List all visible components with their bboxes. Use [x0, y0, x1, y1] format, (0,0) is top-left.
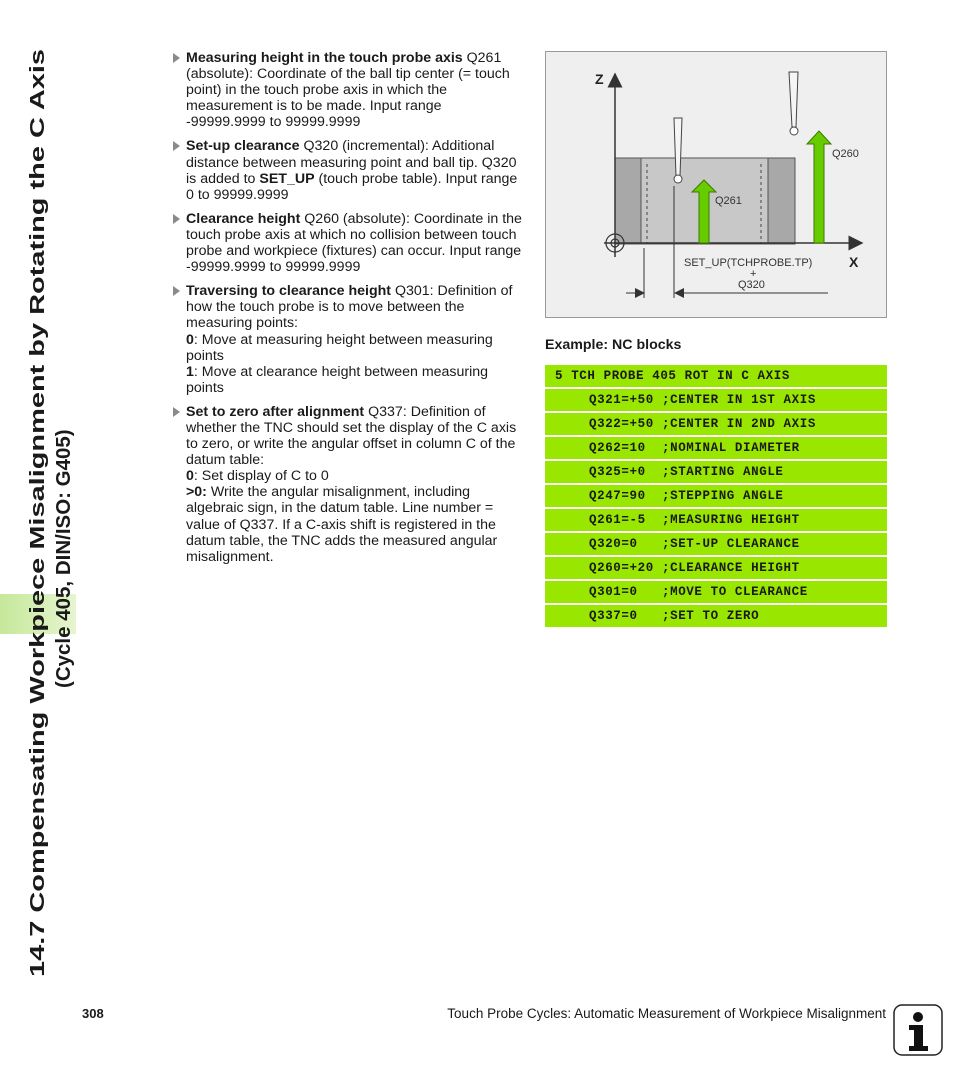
setup-label: SET_UP(TCHPROBE.TP) — [684, 257, 813, 269]
touch-probe-stylus — [674, 118, 682, 176]
param-q260 — [172, 211, 524, 275]
nc-row — [545, 437, 887, 459]
nc-comment: ;STARTING ANGLE — [662, 465, 784, 479]
nc-param: Q261=-5 — [589, 513, 646, 527]
nc-comment: ;NOMINAL DIAMETER — [662, 441, 800, 455]
nc-comment: ;STEPPING ANGLE — [662, 489, 784, 503]
nc-param: Q260=+20 — [589, 561, 654, 575]
nc-comment: ;CENTER IN 1ST AXIS — [662, 393, 816, 407]
param-text: Q260 (absolute): Coordinate in the touch probe axis at which no collision between touch probe and workpiece (fixtures) can occur. Input range -99999.9999 to 99999.9999 — [186, 210, 522, 276]
page-number: 308 — [82, 1006, 104, 1021]
param-text: Q320 (incremental): Additional distance between measuring point and ball tip. Q320 is added to — [186, 138, 517, 187]
q260-arrow — [807, 131, 831, 243]
footer-title: Touch Probe Cycles: Automatic Measurement of Workpiece Misalignment — [447, 1006, 886, 1021]
chapter-title-line2: (Cycle 405, DIN/ISO: G405) — [52, 429, 75, 688]
nc-row — [545, 509, 887, 531]
param-q301 — [172, 283, 524, 396]
workpiece-right-side — [768, 158, 795, 244]
parameter-list — [172, 50, 524, 573]
nc-row — [545, 413, 887, 435]
chapter-title — [0, 0, 80, 1000]
nc-comment: ;MEASURING HEIGHT — [662, 513, 800, 527]
nc-block-list — [545, 365, 887, 629]
bullet-arrow-icon — [173, 53, 180, 63]
nc-param: Q320=0 — [589, 537, 638, 551]
q320-label: Q320 — [738, 279, 765, 291]
probe-ball — [790, 127, 798, 135]
param-text: Q301: Definition of how the touch probe is to move between the measuring points: — [186, 283, 513, 332]
chapter-title-line1: 14.7 Compensating Workpiece Misalignment by Rotating the C Axis — [26, 319, 49, 977]
param-q261 — [172, 50, 524, 130]
param-title: Set-up clearance — [186, 138, 300, 155]
example-title: Example: NC blocks — [545, 337, 682, 353]
nc-row — [545, 581, 887, 603]
option-key: 0 — [186, 331, 194, 348]
option-text: : Move at clearance height between measuring points — [186, 363, 489, 396]
nc-param: Q321=+50 — [589, 393, 654, 407]
option-text: : Set display of C to 0 — [193, 468, 329, 485]
nc-param: Q322=+50 — [589, 417, 654, 431]
bullet-arrow-icon — [173, 141, 180, 151]
nc-comment: ;MOVE TO CLEARANCE — [662, 585, 808, 599]
q261-label: Q261 — [715, 195, 742, 207]
nc-param: Q325=+0 — [589, 465, 646, 479]
info-icon — [893, 1004, 943, 1056]
param-title: Set to zero after alignment — [186, 403, 365, 420]
nc-command: 5 TCH PROBE 405 ROT IN C AXIS — [555, 369, 790, 383]
nc-param: Q301=0 — [589, 585, 638, 599]
nc-param: Q262=10 — [589, 441, 646, 455]
bullet-arrow-icon — [173, 286, 180, 296]
param-title: Measuring height in the touch probe axis — [186, 50, 463, 66]
nc-row — [545, 485, 887, 507]
option-key: >0: — [186, 484, 207, 501]
q260-label: Q260 — [832, 148, 859, 160]
param-text: (touch probe table). Input range 0 to 99999.9999 — [186, 170, 518, 203]
workpiece-left-side — [615, 158, 641, 244]
nc-row — [545, 389, 887, 411]
option-key: 1 — [186, 363, 194, 380]
param-q320 — [172, 138, 524, 202]
nc-row — [545, 365, 887, 387]
option-key: 0 — [186, 468, 194, 485]
param-title: Traversing to clearance height — [186, 283, 392, 300]
param-q337 — [172, 404, 524, 565]
bullet-arrow-icon — [173, 407, 180, 417]
x-axis-label: X — [849, 254, 859, 270]
param-keyword: SET_UP — [259, 170, 315, 187]
bullet-arrow-icon — [173, 214, 180, 224]
nc-comment: ;CENTER IN 2ND AXIS — [662, 417, 816, 431]
nc-row — [545, 461, 887, 483]
nc-row — [545, 533, 887, 555]
nc-row — [545, 557, 887, 579]
param-text: Q261 (absolute): Coordinate of the ball tip center (= touch point) in the touch probe axis in which the measurement is to be made. Input range -99999.9999 to 99999.9999 — [186, 50, 510, 131]
nc-comment: ;SET TO ZERO — [662, 609, 760, 623]
option-text: : Move at measuring height between measuring points — [186, 331, 493, 364]
nc-param: Q247=90 — [589, 489, 646, 503]
nc-row — [545, 605, 887, 627]
setup-plus: + — [750, 268, 757, 280]
param-title: Clearance height — [186, 210, 301, 227]
option-text: Write the angular misalignment, including algebraic sign, in the datum table. Line number = value of Q337. If a C-axis shift is registered in the datum table, the TNC adds the measured angular misalignment. — [186, 484, 498, 565]
z-axis-label: Z — [595, 71, 604, 87]
touch-probe-diagram — [545, 51, 887, 318]
probe-ball — [674, 175, 682, 183]
nc-comment: ;CLEARANCE HEIGHT — [662, 561, 800, 575]
nc-comment: ;SET-UP CLEARANCE — [662, 537, 800, 551]
param-text: Q337: Definition of whether the TNC should set the display of the C axis to zero, or write the angular offset in column C of the datum table: — [186, 403, 517, 469]
touch-probe-stylus — [789, 72, 798, 127]
nc-param: Q337=0 — [589, 609, 638, 623]
